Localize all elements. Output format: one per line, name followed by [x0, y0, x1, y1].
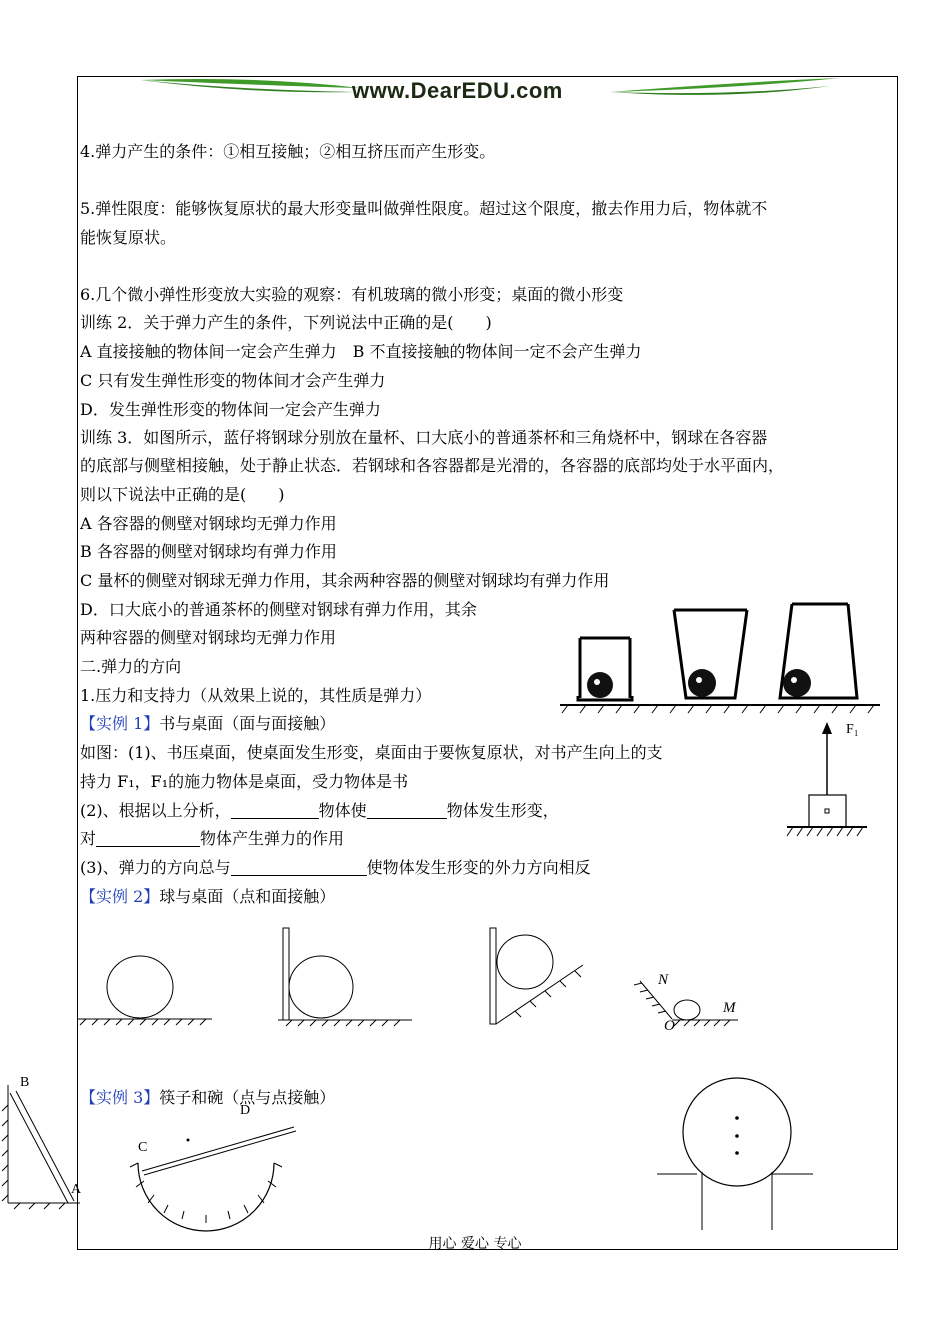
exercise-3-question-end: 则以下说法中正确的是( )	[80, 485, 285, 504]
label-n: N	[658, 972, 669, 988]
label-f1: F₁	[846, 722, 859, 737]
exercise-3-option-a: A 各容器的侧壁对钢球均无弹力作用	[80, 514, 337, 533]
exercise-2-option-c: C 只有发生弹性形变的物体间才会产生弹力	[80, 371, 386, 390]
section-2-heading: 二.弹力的方向	[80, 657, 182, 676]
exercise-3-option-b: B 各容器的侧壁对钢球均有弹力作用	[80, 542, 337, 561]
footer-slogan: 用心 爱心 专心	[428, 1236, 522, 1252]
steel-ball-1	[587, 672, 613, 698]
example-1-title: 书与桌面（面与面接触）	[159, 714, 336, 733]
section-2-item-1: 1.压力和支持力（从效果上说的，其性质是弹力）	[80, 686, 432, 705]
example-1-para-1-cont: 持力 F₁，F₁的施力物体是桌面，受力物体是书	[80, 772, 409, 791]
steel-ball-3	[783, 669, 811, 697]
containers-figure	[560, 600, 880, 715]
exercise-3-option-d-cont: 两种容器的侧壁对钢球均无弹力作用	[80, 628, 337, 647]
label-m: M	[723, 1000, 736, 1016]
example-2-heading: 【实例 2】球与桌面（点和面接触）	[80, 887, 336, 906]
book-on-table-figure	[785, 720, 870, 840]
example-1-para-3: (3)、弹力的方向总与 使物体发生形变的外力方向相反	[80, 858, 591, 877]
example-1-para-2-cont: 对 物体产生弹力的作用	[80, 829, 345, 848]
exercise-3-question-cont: 的底部与侧壁相接触，处于静止状态．若钢球和各容器都是光滑的，各容器的底部均处于水平面内，	[80, 456, 785, 475]
force-arrow-head	[822, 722, 832, 734]
label-a: A	[71, 1182, 82, 1197]
exercise-3-option-c: C 量杯的侧壁对钢球无弹力作用，其余两种容器的侧壁对钢球均有弹力作用	[80, 571, 610, 590]
exercise-2-question: 训练 2．关于弹力产生的条件，下列说法中正确的是( )	[80, 313, 492, 332]
site-logo-text: www.DearEDU.com	[352, 78, 563, 103]
ball-wall-incline-figure	[485, 920, 590, 1030]
label-d: D	[240, 1103, 251, 1118]
fill-blank-4[interactable]	[231, 859, 367, 876]
example-3-heading: 【实例 3】筷子和碗（点与点接触）	[80, 1088, 336, 1107]
example-1-heading	[80, 714, 335, 734]
ball-on-floor-figure	[78, 920, 218, 1030]
rod-wall-figure	[0, 1085, 80, 1210]
label-b: B	[20, 1075, 30, 1090]
example-1-para-2: (2)、根据以上分析， 物体使 物体发生形变，	[80, 801, 559, 820]
item-6: 6.几个微小弹性形变放大实验的观察：有机玻璃的微小形变；桌面的微小形变	[80, 285, 624, 304]
item-5: 5.弹性限度：能够恢复原状的最大形变量叫做弹性限度。超过这个限度，撤去作用力后，物体就不	[80, 199, 768, 218]
example-3-tag: 【实例 3】	[80, 1088, 160, 1107]
exercise-2-option-ab: A 直接接触的物体间一定会产生弹力 B 不直接接触的物体间一定不会产生弹力	[80, 342, 642, 361]
steel-ball-2	[688, 669, 716, 697]
example-1-tag: 【实例 1】	[80, 714, 160, 733]
item-5-cont: 能恢复原状。	[80, 228, 177, 247]
exercise-3-option-d: D．口大底小的普通茶杯的侧壁对钢球有弹力作用，其余	[80, 600, 477, 619]
ball-on-supports-figure	[655, 1080, 815, 1235]
example-1-para-1: 如图：(1)、书压桌面，使桌面发生形变，桌面由于要恢复原状，对书产生向上的支	[80, 743, 663, 762]
label-c: C	[138, 1140, 148, 1155]
chopstick-bowl-figure	[110, 1115, 310, 1215]
example-2-tag: 【实例 2】	[80, 887, 160, 906]
book-block	[809, 795, 846, 827]
fill-blank-3[interactable]	[96, 830, 200, 847]
fill-blank-1[interactable]	[231, 802, 319, 819]
exercise-3-question: 训练 3．如图所示，蓝仔将钢球分别放在量杯、口大底小的普通茶杯和三角烧杯中，钢球在各容器	[80, 428, 768, 447]
label-o: O	[664, 1018, 675, 1034]
exercise-2-option-d: D．发生弹性形变的物体间一定会产生弹力	[80, 400, 381, 419]
fill-blank-2[interactable]	[367, 802, 447, 819]
item-4: 4.弹力产生的条件：①相互接触；②相互挤压而产生形变。	[80, 142, 496, 161]
ball-wall-floor-figure	[278, 920, 418, 1030]
